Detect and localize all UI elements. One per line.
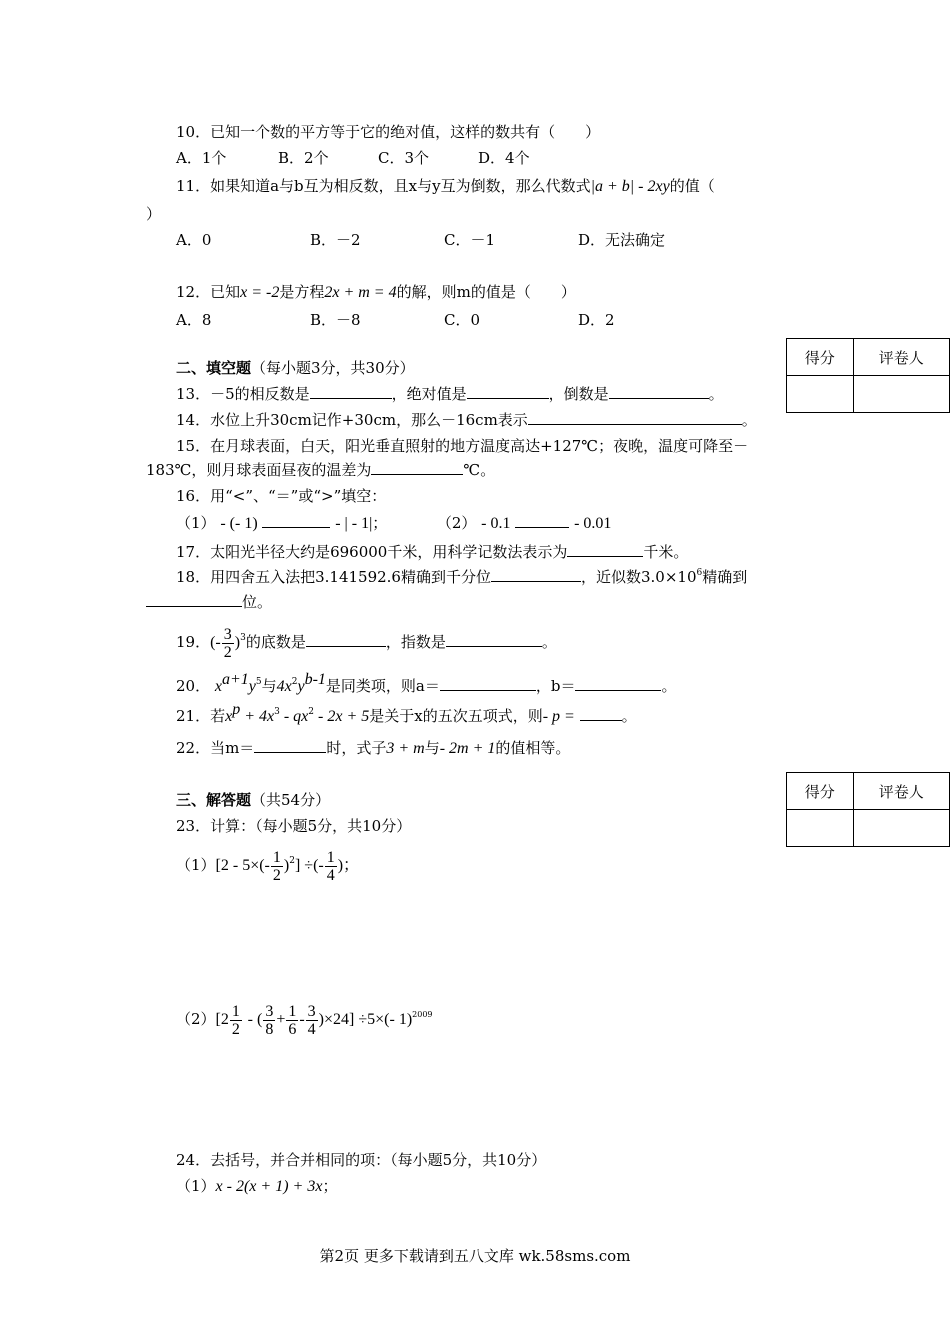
- q20-t4: y: [297, 678, 305, 695]
- q12-text-b: 是方程: [279, 283, 325, 301]
- q23-p2-frac0: [230, 1003, 242, 1038]
- q23-p2-n3: 3: [307, 1002, 316, 1020]
- q12-text-a: 12．已知: [176, 283, 241, 301]
- q23-p2-b: - (: [247, 1011, 263, 1028]
- q24-p1-label: （1）: [176, 1177, 216, 1195]
- q13-blank-1[interactable]: [310, 384, 392, 399]
- q13-d: 。: [708, 385, 724, 403]
- q23-p2-plus: +: [276, 1011, 286, 1028]
- q21-b: 是关于x的五次五项式，则: [369, 707, 543, 725]
- q20-c: ，b＝: [535, 677, 576, 695]
- q19-num: 3: [223, 625, 232, 643]
- q22-e1: 3 + m: [386, 740, 425, 757]
- q22-c: 的值相等。: [495, 739, 571, 757]
- q18-c: 精确到: [702, 568, 748, 586]
- q23-p2-c: )×24] ÷5×(- 1): [318, 1011, 413, 1028]
- q16-blank-1[interactable]: [262, 513, 330, 528]
- q21-blank[interactable]: [580, 706, 622, 721]
- q24-p1-expr: x - 2(x + 1) + 3x: [215, 1178, 323, 1195]
- q19-d: 。: [541, 633, 557, 651]
- q23-p2-frac3: [306, 1003, 318, 1038]
- q23-p2-n1: 3: [265, 1002, 274, 1020]
- section2-heading: [176, 358, 415, 378]
- q12-option-a: A．8: [176, 311, 212, 329]
- q16-p2-left: - 0.1: [481, 515, 511, 532]
- q16-p2-label: （2）: [436, 514, 477, 532]
- q19-sign: (-: [210, 634, 221, 651]
- q21-a: 21．若: [176, 707, 226, 725]
- q16-p1-right: - | - 1|: [335, 515, 373, 532]
- q15-line2b: ℃。: [463, 461, 496, 479]
- q11-option-a: A．0: [176, 231, 212, 249]
- q11-option-c: C．－1: [444, 231, 496, 249]
- q21-poly2: + 4x: [240, 708, 275, 725]
- q22-mid: 与: [424, 739, 440, 757]
- q23-p2-frac1: [263, 1003, 275, 1038]
- q23-p2-d2: 6: [288, 1020, 297, 1038]
- q16-parts: [176, 513, 611, 534]
- q19-fraction: [222, 626, 234, 661]
- q24-text: 24．去括号，并合并相同的项：（每小题5分，共10分）: [176, 1151, 547, 1169]
- q18-b: ，近似数3.0×10: [580, 568, 697, 586]
- q17: [176, 542, 688, 562]
- q23-p2-n2: 1: [288, 1002, 297, 1020]
- q11-text-b: 的值（: [669, 177, 715, 195]
- q19: [176, 622, 557, 663]
- section2-title: 二、填空题: [176, 359, 252, 377]
- q18-a: 18．用四舍五入法把3.141592.6精确到千分位: [176, 568, 491, 586]
- q13-a: 13．－5的相反数是: [176, 385, 310, 403]
- q24-part1: [176, 1176, 337, 1197]
- q20-e4: b-1: [304, 671, 326, 688]
- q16-p1-label: （1）: [176, 514, 216, 532]
- q21-pexp: p: [232, 701, 241, 718]
- q23-p2-exp: 2009: [412, 1010, 433, 1019]
- q22-a: 22．当m＝: [176, 739, 255, 757]
- q18-line2b: 位。: [242, 593, 273, 611]
- q16-p1-end: ；: [372, 514, 388, 532]
- q23-p1-exp: 2: [289, 856, 295, 866]
- q19-close: ): [234, 634, 241, 651]
- q12-option-c: C．0: [444, 311, 481, 329]
- q22-e2: - 2m + 1: [439, 740, 496, 757]
- q21-poly3: - qx: [279, 708, 309, 725]
- q18-blank-1[interactable]: [491, 567, 581, 582]
- q18-exp: 6: [696, 568, 703, 578]
- q12-option-d: D．2: [578, 311, 615, 329]
- q11-option-b: B．－2: [310, 231, 361, 249]
- q23-p1-d: )；: [337, 857, 360, 874]
- q12-text: [176, 282, 576, 303]
- q13-b: ，绝对值是: [391, 385, 467, 403]
- q10-option-d: D．4个: [478, 149, 530, 167]
- q11-close: ）: [146, 205, 162, 223]
- q19-blank-1[interactable]: [306, 632, 386, 647]
- q13-blank-3[interactable]: [609, 384, 709, 399]
- q13-blank-2[interactable]: [467, 384, 549, 399]
- q16-text: 16．用“<”、“＝”或“>”填空：: [176, 487, 387, 505]
- q14-b: 。: [741, 411, 757, 429]
- q16-blank-2[interactable]: [515, 513, 569, 528]
- score-table-1: [786, 338, 950, 413]
- q18-line2: [146, 592, 272, 612]
- q14-a: 14．水位上升30cm记作+30cm，那么－16cm表示: [176, 411, 528, 429]
- q21-c: - p =: [542, 708, 575, 725]
- q20-e3: 2: [291, 677, 298, 687]
- grader-header: 评卷人: [853, 339, 949, 376]
- q23-p2-minus: -: [299, 1011, 305, 1028]
- q12-option-b: B．－8: [310, 311, 361, 329]
- score-cell[interactable]: [787, 810, 854, 847]
- q23-p1-n1: 1: [272, 848, 281, 866]
- q20-e2: 5: [255, 677, 262, 687]
- q14-blank[interactable]: [528, 410, 742, 425]
- q19-blank-2[interactable]: [446, 632, 542, 647]
- q20-t2: y: [248, 678, 256, 695]
- q16-p2-right: - 0.01: [574, 515, 612, 532]
- q23-p2-frac2: [286, 1003, 298, 1038]
- q23-part1: [176, 844, 359, 887]
- q23-p1-d1: 2: [272, 866, 281, 884]
- q14: [176, 410, 757, 430]
- score-cell[interactable]: [787, 376, 854, 413]
- q12-eq1: x = -2: [240, 284, 280, 301]
- q23-p2-d1: 8: [265, 1020, 274, 1038]
- q19-c: ，指数是: [385, 633, 446, 651]
- q24-p1-end: ；: [322, 1177, 338, 1195]
- q23-p2-n0: 1: [231, 1002, 240, 1020]
- q16-p1-left: - (- 1): [220, 515, 258, 532]
- q21-poly: x: [225, 708, 233, 725]
- q20-b: 是同类项，则a＝: [325, 677, 440, 695]
- q21: [176, 701, 637, 727]
- q15-blank[interactable]: [371, 460, 463, 475]
- q13-c: ，倒数是: [548, 385, 609, 403]
- q18: [176, 567, 747, 587]
- q20: [176, 671, 677, 697]
- grader-cell[interactable]: [853, 376, 949, 413]
- q19-a: 19．: [176, 633, 211, 651]
- q21-e3: 2: [308, 707, 315, 717]
- q23-part2: [176, 998, 433, 1041]
- q22: [176, 738, 570, 759]
- q22-blank[interactable]: [254, 738, 326, 753]
- q20-e1: a+1: [221, 671, 249, 688]
- q11-option-d: D．无法确定: [578, 231, 666, 249]
- q19-exp: 3: [240, 633, 246, 643]
- score-header: 得分: [787, 773, 854, 810]
- q11-text: [176, 176, 715, 197]
- q23-p2-d0: 2: [231, 1020, 240, 1038]
- q17-blank[interactable]: [567, 542, 643, 557]
- q20-t1: x: [214, 678, 222, 695]
- q20-blank-1[interactable]: [440, 676, 536, 691]
- grader-cell[interactable]: [853, 810, 949, 847]
- q15-line2: [146, 460, 495, 480]
- q15-line2a: 183℃，则月球表面昼夜的温差为: [146, 461, 372, 479]
- q23-p1-c: ] ÷(-: [294, 857, 324, 874]
- q15-line1: 15．在月球表面，白天，阳光垂直照射的地方温度高达+127℃；夜晚，温度可降至－: [176, 437, 749, 455]
- q17-a: 17．太阳光半径大约是696000千米，用科学记数法表示为: [176, 543, 568, 561]
- q10-option-b: B．2个: [278, 149, 329, 167]
- q19-b: 的底数是: [245, 633, 306, 651]
- section3-note: （共54分）: [251, 791, 331, 809]
- q23-p1-a: [2 - 5×(-: [215, 857, 270, 874]
- q23-p1-n2: 1: [326, 848, 335, 866]
- q20-t3: 4x: [276, 678, 292, 695]
- q23-p1-d2: 4: [326, 866, 335, 884]
- score-header: 得分: [787, 339, 854, 376]
- q18-blank-2[interactable]: [146, 592, 242, 607]
- q21-e2: 3: [274, 707, 280, 717]
- score-table-2: [786, 772, 950, 847]
- q17-b: 千米。: [643, 543, 689, 561]
- q13: [176, 384, 724, 404]
- q23-p2-label: （2）: [176, 1010, 216, 1028]
- q20-blank-2[interactable]: [575, 676, 661, 691]
- q23-p1-frac1: [271, 849, 283, 884]
- q23-p1-frac2: [325, 849, 337, 884]
- section3-title: 三、解答题: [176, 791, 252, 809]
- q21-poly4: - 2x + 5: [314, 708, 370, 725]
- q23-text: 23．计算：（每小题5分，共10分）: [176, 817, 412, 835]
- q21-d: 。: [621, 707, 637, 725]
- grader-header: 评卷人: [853, 773, 949, 810]
- q22-b: 时，式子: [326, 739, 387, 757]
- section3-heading: [176, 790, 330, 810]
- page-footer: 第2页 更多下载请到五八文库 wk.58sms.com: [319, 1247, 631, 1265]
- q19-den: 2: [223, 643, 232, 661]
- q23-p1-b: ): [283, 857, 290, 874]
- q11-text-a: 11．如果知道a与b互为相反数，且x与y互为倒数，那么代数式: [176, 177, 591, 195]
- q23-p2-a: [2: [215, 1011, 229, 1028]
- q23-p2-d3: 4: [307, 1020, 316, 1038]
- q12-eq2: 2x + m = 4: [324, 284, 397, 301]
- q11-expr: |a + b| - 2xy: [590, 178, 670, 195]
- q10-option-c: C．3个: [378, 149, 430, 167]
- q10-text: 10．已知一个数的平方等于它的绝对值，这样的数共有（ ）: [176, 123, 601, 141]
- q10-option-a: A．1个: [176, 149, 227, 167]
- q20-mid: 与: [261, 677, 277, 695]
- section2-note: （每小题3分，共30分）: [251, 359, 415, 377]
- q12-text-c: 的解，则m的值是（ ）: [396, 283, 576, 301]
- q23-p1-label: （1）: [176, 856, 216, 874]
- q20-d: 。: [661, 677, 677, 695]
- q20-a: 20．: [176, 677, 211, 695]
